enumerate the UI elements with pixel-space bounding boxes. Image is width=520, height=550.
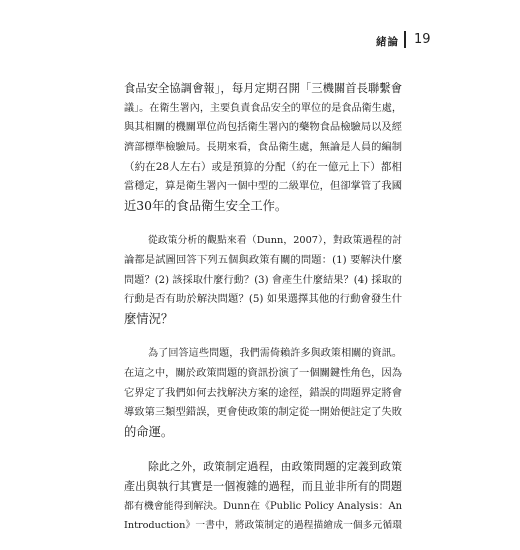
text-line: 問題？(2) 該採取什麼行動？(3) 會產生什麼結果？(4) 採取的 bbox=[124, 274, 402, 286]
text-line: 議」。在衛生署內，主要負責食品安全的單位的是食品衛生處， bbox=[124, 102, 402, 114]
text-line: 論都是試圖回答下列五個與政策有關的問題：(1) 要解決什麼 bbox=[124, 254, 402, 266]
text-line: 在這之中，關於政策問題的資訊扮演了一個關鍵性角色，因為 bbox=[124, 366, 403, 379]
running-header bbox=[0, 31, 520, 51]
text-line: Introduction》一書中，將政策制定的過程描繪成一個多元循環 bbox=[124, 520, 402, 532]
text-line: 都有機會能得到解決。Dunn在《Public Policy Analysis：An bbox=[124, 500, 402, 512]
text-line: 導致第三類型錯誤，更會使政策的制定從一開始便註定了失敗 bbox=[124, 406, 403, 419]
text-line: 行動是否有助於解決問題？(5) 如果選擇其他的行動會發生什 bbox=[124, 293, 402, 306]
text-line: 為了回答這些問題，我們需倚賴許多與政策相關的資訊。 bbox=[148, 348, 402, 360]
text-line: 從政策分析的觀點來看（Dunn，2007），對政策過程的討 bbox=[148, 235, 402, 247]
text-line: 麼情況？ bbox=[124, 312, 174, 327]
paragraph-food-safety-agencies bbox=[124, 79, 402, 217]
body-text bbox=[124, 79, 402, 550]
text-line: 除此之外，政策制定過程，由政策問題的定義到政策 bbox=[148, 460, 402, 474]
paragraph-policy-analysis-questions bbox=[124, 231, 402, 329]
text-line: 它界定了我們如何去找解決方案的途徑，錯誤的問題界定將會 bbox=[124, 386, 403, 399]
page-number: 19 bbox=[414, 32, 431, 47]
text-line: 的命運。 bbox=[124, 425, 174, 439]
section-title: 緒論 bbox=[376, 36, 399, 48]
text-line: （約在28人左右）或是預算的分配（約在一億元上下）都相 bbox=[124, 160, 402, 173]
paragraph-policy-process bbox=[124, 457, 402, 536]
text-line: 與其相關的機關單位尚包括衛生署內的藥物食品檢驗局以及經 bbox=[124, 121, 403, 134]
text-line: 濟部標準檢驗局。長期來看，食品衛生處，無論是人員的編制 bbox=[124, 141, 403, 154]
header-divider bbox=[404, 31, 406, 48]
text-line: 產出與執行其實是一個複雜的過程，而且並非所有的問題 bbox=[124, 479, 402, 493]
text-line: 當穩定，算是衛生署內一個中型的二級單位，但卻掌管了我國 bbox=[124, 180, 403, 193]
paragraph-problem-definition bbox=[124, 344, 402, 442]
text-line: 食品安全協調會報」，每月定期召開「三機關首長聯繫會 bbox=[124, 82, 402, 95]
text-line: 近30年的食品衛生安全工作。 bbox=[124, 199, 288, 214]
